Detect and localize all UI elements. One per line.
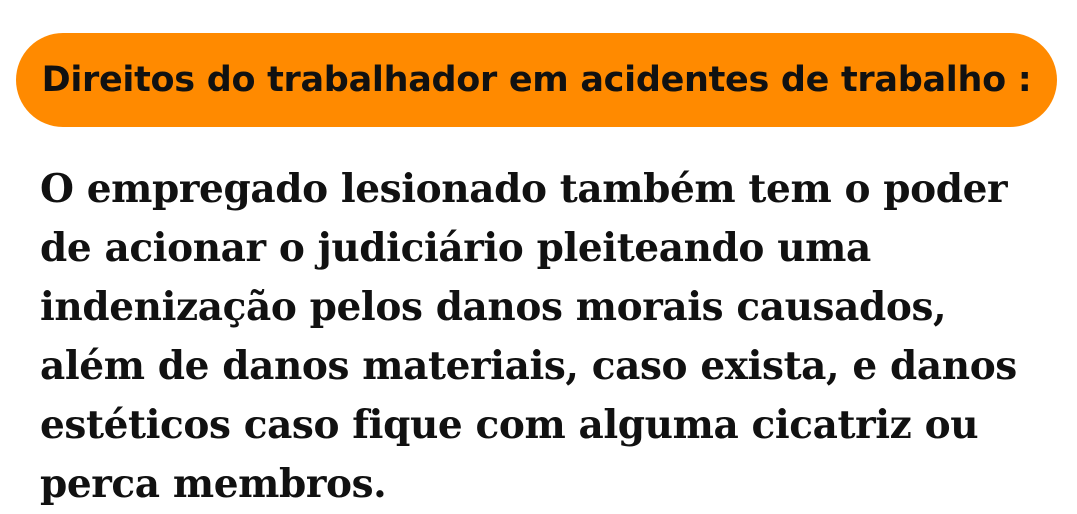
body-paragraph: O empregado lesionado também tem o poder de acionar o judiciário pleiteando uma indenização pelos danos morais causados, além de danos materiais, caso exista, e danos estéticos caso fique com alguma cicatriz ou perca membros. [40, 166, 1017, 507]
page-title: Direitos do trabalhador em acidentes de trabalho : [41, 60, 1032, 100]
heading-banner [16, 33, 1057, 127]
